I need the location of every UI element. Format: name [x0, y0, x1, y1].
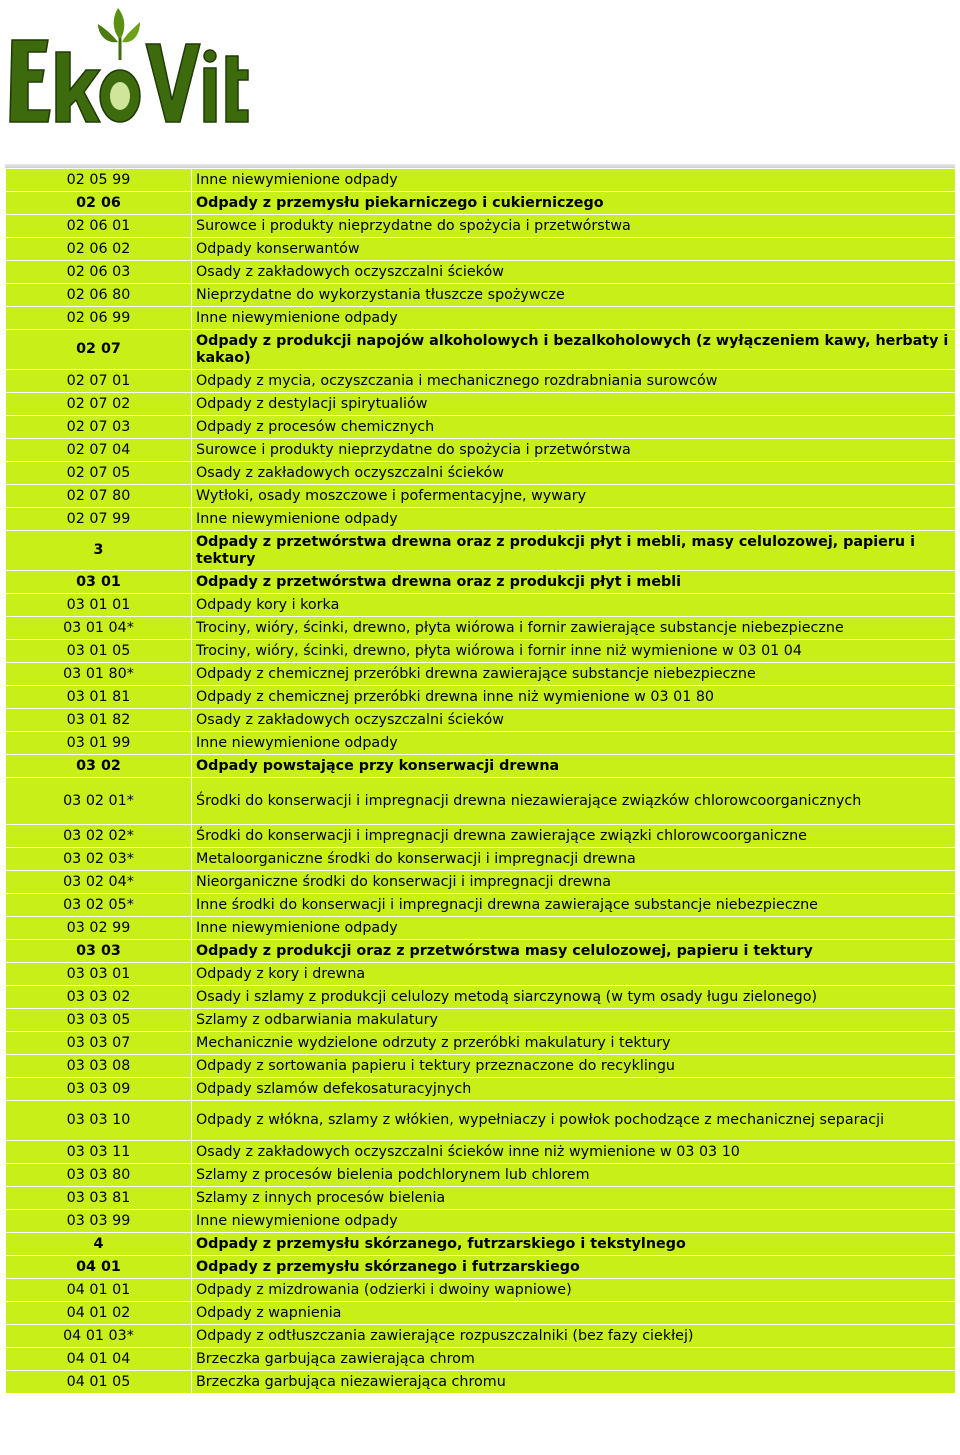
- table-row: [6, 1279, 956, 1302]
- waste-code: 02 07 03: [6, 416, 192, 439]
- waste-description: Trociny, wióry, ścinki, drewno, płyta wiórowa i fornir zawierające substancje niebezpieczne: [192, 617, 956, 640]
- table-row: [6, 686, 956, 709]
- waste-code: 04 01 03*: [6, 1325, 192, 1348]
- waste-description: Surowce i produkty nieprzydatne do spożycia i przetwórstwa: [192, 215, 956, 238]
- waste-code: 03 01 04*: [6, 617, 192, 640]
- table-row: [6, 917, 956, 940]
- waste-code: 03 01 82: [6, 709, 192, 732]
- waste-code: 02 06: [6, 192, 192, 215]
- waste-description: Osady z zakładowych oczyszczalni ścieków: [192, 462, 956, 485]
- table-row: [6, 508, 956, 531]
- waste-description: Szlamy z innych procesów bielenia: [192, 1187, 956, 1210]
- waste-description: Szlamy z odbarwiania makulatury: [192, 1009, 956, 1032]
- waste-description: Odpady z chemicznej przeróbki drewna inne niż wymienione w 03 01 80: [192, 686, 956, 709]
- table-row: [6, 284, 956, 307]
- waste-code: 03 01 05: [6, 640, 192, 663]
- waste-description: Inne niewymienione odpady: [192, 1210, 956, 1233]
- waste-description: Wytłoki, osady moszczowe i pofermentacyjne, wywary: [192, 485, 956, 508]
- table-row: [6, 330, 956, 370]
- waste-description: Surowce i produkty nieprzydatne do spożycia i przetwórstwa: [192, 439, 956, 462]
- waste-description: Inne niewymienione odpady: [192, 307, 956, 330]
- table-row: [6, 1078, 956, 1101]
- waste-code: 02 07 99: [6, 508, 192, 531]
- table-row: [6, 462, 956, 485]
- waste-description: Odpady z sortowania papieru i tektury przeznaczone do recyklingu: [192, 1055, 956, 1078]
- table-row: [6, 439, 956, 462]
- table-row: [6, 940, 956, 963]
- waste-code: 04 01: [6, 1256, 192, 1279]
- table-row: [6, 485, 956, 508]
- waste-code: 03 03 05: [6, 1009, 192, 1032]
- table-row: [6, 192, 956, 215]
- waste-code: 02 07 01: [6, 370, 192, 393]
- waste-code: 02 07: [6, 330, 192, 370]
- waste-code: 03 02 99: [6, 917, 192, 940]
- waste-code: 03 03 07: [6, 1032, 192, 1055]
- table-row: [6, 594, 956, 617]
- waste-code: 03 01 81: [6, 686, 192, 709]
- waste-code: 03 02 04*: [6, 871, 192, 894]
- table-row: [6, 1325, 956, 1348]
- waste-description: Odpady z chemicznej przeróbki drewna zawierające substancje niebezpieczne: [192, 663, 956, 686]
- waste-code: 02 06 03: [6, 261, 192, 284]
- waste-description: Środki do konserwacji i impregnacji drewna niezawierające związków chlorowcoorganicznych: [192, 778, 956, 825]
- table-row: [6, 531, 956, 571]
- waste-code: 03 03 80: [6, 1164, 192, 1187]
- waste-code: 03 03 81: [6, 1187, 192, 1210]
- waste-description: Odpady powstające przy konserwacji drewna: [192, 755, 956, 778]
- waste-code: 04 01 01: [6, 1279, 192, 1302]
- waste-code: 03 03 08: [6, 1055, 192, 1078]
- waste-description: Odpady z odtłuszczania zawierające rozpuszczalniki (bez fazy ciekłej): [192, 1325, 956, 1348]
- waste-code: 03 01 01: [6, 594, 192, 617]
- waste-description: Inne niewymienione odpady: [192, 732, 956, 755]
- waste-code: 03 01 80*: [6, 663, 192, 686]
- table-row: [6, 1210, 956, 1233]
- waste-code: 02 05 99: [6, 169, 192, 192]
- waste-code: 03 03 11: [6, 1141, 192, 1164]
- waste-description: Odpady z przetwórstwa drewna oraz z produkcji płyt i mebli: [192, 571, 956, 594]
- table-row: [6, 1256, 956, 1279]
- waste-description: Mechanicznie wydzielone odrzuty z przeróbki makulatury i tektury: [192, 1032, 956, 1055]
- table-row: [6, 307, 956, 330]
- table-row: [6, 1233, 956, 1256]
- waste-code: 02 07 05: [6, 462, 192, 485]
- table-row: [6, 1348, 956, 1371]
- ekovita-logo: [0, 0, 260, 140]
- waste-code: 3: [6, 531, 192, 571]
- waste-code: 03 02 05*: [6, 894, 192, 917]
- table-row: [6, 986, 956, 1009]
- waste-description: Odpady z wapnienia: [192, 1302, 956, 1325]
- waste-description: Odpady z kory i drewna: [192, 963, 956, 986]
- waste-description: Brzeczka garbująca zawierająca chrom: [192, 1348, 956, 1371]
- waste-code: 03 01: [6, 571, 192, 594]
- waste-code: 04 01 04: [6, 1348, 192, 1371]
- waste-code: 03 03 10: [6, 1101, 192, 1141]
- waste-description: Odpady z destylacji spirytualiów: [192, 393, 956, 416]
- table-row: [6, 732, 956, 755]
- waste-description: Odpady z przemysłu piekarniczego i cukierniczego: [192, 192, 956, 215]
- waste-description: Odpady z produkcji oraz z przetwórstwa masy celulozowej, papieru i tektury: [192, 940, 956, 963]
- waste-code: 02 06 01: [6, 215, 192, 238]
- table-row: [6, 1009, 956, 1032]
- leaf-icon: [98, 8, 140, 60]
- waste-code: 03 02: [6, 755, 192, 778]
- table-row: [6, 663, 956, 686]
- waste-description: Osady z zakładowych oczyszczalni ścieków inne niż wymienione w 03 03 10: [192, 1141, 956, 1164]
- table-row: [6, 963, 956, 986]
- waste-description: Odpady z mycia, oczyszczania i mechanicznego rozdrabniania surowców: [192, 370, 956, 393]
- waste-description: Odpady z włókna, szlamy z włókien, wypełniaczy i powłok pochodzące z mechanicznej separacji: [192, 1101, 956, 1141]
- waste-description: Odpady z przemysłu skórzanego i futrzarskiego: [192, 1256, 956, 1279]
- table-row: [6, 238, 956, 261]
- table-row: [6, 848, 956, 871]
- table-row: [6, 1032, 956, 1055]
- waste-description: Środki do konserwacji i impregnacji drewna zawierające związki chlorowcoorganiczne: [192, 825, 956, 848]
- waste-code: 03 02 02*: [6, 825, 192, 848]
- waste-description: Brzeczka garbująca niezawierająca chromu: [192, 1371, 956, 1394]
- waste-description: Odpady konserwantów: [192, 238, 956, 261]
- waste-description: Inne niewymienione odpady: [192, 917, 956, 940]
- table-row: [6, 571, 956, 594]
- table-row: [6, 1055, 956, 1078]
- waste-description: Odpady z mizdrowania (odzierki i dwoiny wapniowe): [192, 1279, 956, 1302]
- table-row: [6, 416, 956, 439]
- table-row: [6, 894, 956, 917]
- waste-description: Szlamy z procesów bielenia podchlorynem lub chlorem: [192, 1164, 956, 1187]
- table-row: [6, 1164, 956, 1187]
- table-row: [6, 169, 956, 192]
- waste-code: 02 07 80: [6, 485, 192, 508]
- waste-code: 02 06 80: [6, 284, 192, 307]
- table-row: [6, 1302, 956, 1325]
- table-row: [6, 215, 956, 238]
- waste-code: 04 01 02: [6, 1302, 192, 1325]
- waste-description: Odpady szlamów defekosaturacyjnych: [192, 1078, 956, 1101]
- table-row: [6, 709, 956, 732]
- table-body: [6, 169, 956, 1394]
- waste-description: Inne niewymienione odpady: [192, 508, 956, 531]
- waste-description: Inne środki do konserwacji i impregnacji drewna zawierające substancje niebezpieczne: [192, 894, 956, 917]
- waste-description: Nieprzydatne do wykorzystania tłuszcze spożywcze: [192, 284, 956, 307]
- table-row: [6, 1187, 956, 1210]
- table-row: [6, 755, 956, 778]
- table-row: [6, 370, 956, 393]
- table-row: [6, 1101, 956, 1141]
- table-row: [6, 1141, 956, 1164]
- waste-code: 03 03 02: [6, 986, 192, 1009]
- waste-description: Trociny, wióry, ścinki, drewno, płyta wiórowa i fornir inne niż wymienione w 03 01 04: [192, 640, 956, 663]
- waste-description: Odpady z procesów chemicznych: [192, 416, 956, 439]
- waste-description: Osady z zakładowych oczyszczalni ścieków: [192, 261, 956, 284]
- table-row: [6, 871, 956, 894]
- waste-description: Inne niewymienione odpady: [192, 169, 956, 192]
- waste-description: Osady i szlamy z produkcji celulozy metodą siarczynową (w tym osady ługu zielonego): [192, 986, 956, 1009]
- waste-code: 03 03 99: [6, 1210, 192, 1233]
- waste-description: Osady z zakładowych oczyszczalni ścieków: [192, 709, 956, 732]
- waste-code: 03 02 01*: [6, 778, 192, 825]
- table-row: [6, 393, 956, 416]
- table-row: [6, 825, 956, 848]
- table-row: [6, 778, 956, 825]
- waste-codes-table: [5, 168, 955, 1394]
- waste-code: 04 01 05: [6, 1371, 192, 1394]
- waste-code: 02 06 99: [6, 307, 192, 330]
- waste-code: 03 03: [6, 940, 192, 963]
- waste-code: 03 03 01: [6, 963, 192, 986]
- waste-code: 03 01 99: [6, 732, 192, 755]
- waste-description: Metaloorganiczne środki do konserwacji i impregnacji drewna: [192, 848, 956, 871]
- waste-code: 02 07 02: [6, 393, 192, 416]
- waste-code: 02 07 04: [6, 439, 192, 462]
- waste-code: 4: [6, 1233, 192, 1256]
- table-row: [6, 617, 956, 640]
- table-row: [6, 261, 956, 284]
- table-row: [6, 1371, 956, 1394]
- waste-code: 03 03 09: [6, 1078, 192, 1101]
- waste-description: Odpady kory i korka: [192, 594, 956, 617]
- waste-description: Odpady z przemysłu skórzanego, futrzarskiego i tekstylnego: [192, 1233, 956, 1256]
- waste-description: Odpady z przetwórstwa drewna oraz z produkcji płyt i mebli, masy celulozowej, papieru i tektury: [192, 531, 956, 571]
- waste-code: 03 02 03*: [6, 848, 192, 871]
- waste-description: Odpady z produkcji napojów alkoholowych i bezalkoholowych (z wyłączeniem kawy, herbaty i kakao): [192, 330, 956, 370]
- waste-description: Nieorganiczne środki do konserwacji i impregnacji drewna: [192, 871, 956, 894]
- table-row: [6, 640, 956, 663]
- waste-code: 02 06 02: [6, 238, 192, 261]
